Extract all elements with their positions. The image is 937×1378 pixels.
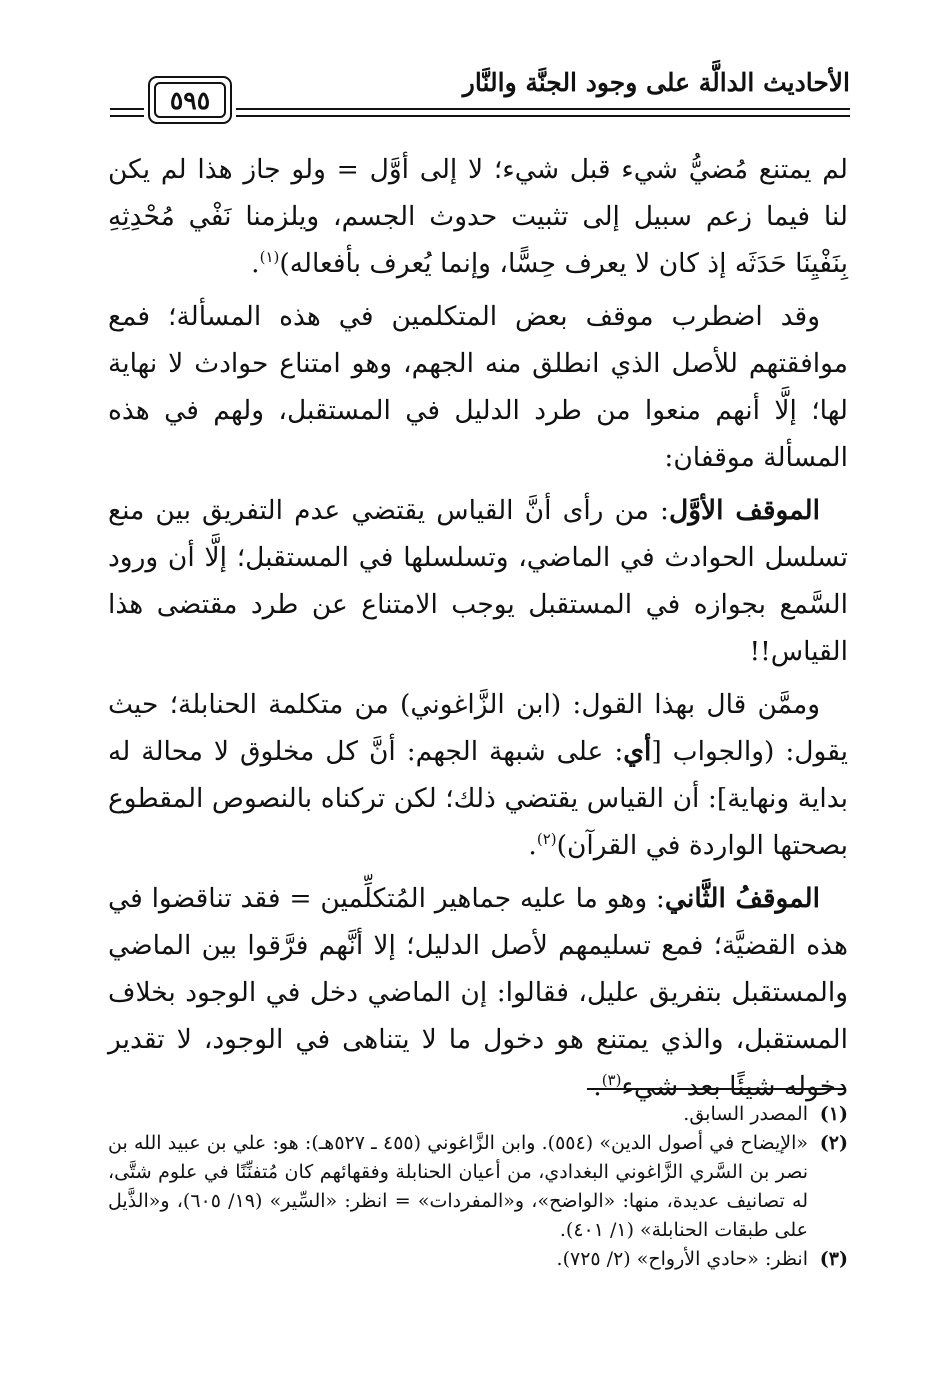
footnote-ref-3[interactable]: (٣) bbox=[601, 1071, 622, 1090]
paragraph-5-end: . bbox=[593, 1071, 602, 1102]
paragraph-2 bbox=[108, 293, 848, 481]
paragraph-4-end: . bbox=[528, 830, 537, 861]
footnote-1 bbox=[108, 1100, 848, 1129]
footnote-separator bbox=[587, 1088, 845, 1090]
footnotes bbox=[108, 1100, 848, 1274]
paragraph-4-bold-word: أي bbox=[623, 736, 652, 767]
footnote-ref-2[interactable]: (٢) bbox=[536, 830, 557, 849]
footnote-2-number: (٢) bbox=[819, 1132, 848, 1154]
paragraph-3-text: : من رأى أنَّ القياس يقتضي عدم التفريق بين منع تسلسل الحوادث في الماضي، وتسلسلها في المستقبل؛ إلَّا أن ورود السَّمع بجوازه في المستقبل يوجب الامتناع عن طرد مقتضى هذا القياس!! bbox=[108, 495, 848, 667]
header-rule-right bbox=[236, 108, 850, 117]
paragraph-2-text: وقد اضطرب موقف بعض المتكلمين في هذه المسألة؛ فمع موافقتهم للأصل الذي انطلق منه الجهم، وهو امتناع حوادث لا نهاية لها؛ إلَّا أنهم منعوا من طرد الدليل في المستقبل، ولهم في هذه المسألة موقفان: bbox=[108, 301, 848, 473]
heading-first-position: الموقف الأوَّل bbox=[669, 495, 820, 526]
footnote-1-text: المصدر السابق. bbox=[683, 1103, 808, 1125]
footnote-ref-1[interactable]: (١) bbox=[259, 248, 280, 267]
header-rule-left bbox=[110, 108, 144, 117]
page-number-frame bbox=[148, 76, 232, 124]
paragraph-4-text-b: : على شبهة الجهم: أنَّ كل مخلوق لا محالة له بداية ونهاية]: أن القياس يقتضي ذلك؛ لكن تركناه بالنصوص المقطوع بصحتها الواردة في القرآن) bbox=[108, 736, 848, 861]
footnote-3 bbox=[108, 1245, 848, 1274]
footnote-3-text: انظر: «حادي الأرواح» (٢/ ٧٢٥). bbox=[556, 1248, 808, 1270]
paragraph-3 bbox=[108, 487, 848, 675]
running-title: الأحاديث الدالَّة على وجود الجنَّة والنَّار bbox=[462, 68, 850, 97]
footnote-3-number: (٣) bbox=[819, 1248, 848, 1270]
page-header bbox=[110, 68, 850, 128]
paragraph-1 bbox=[108, 146, 848, 287]
paragraph-1-text: لم يمتنع مُضيُّ شيء قبل شيء؛ لا إلى أوَّل = ولو جاز هذا لم يكن لنا فيما زعم سبيل إلى تثبيت حدوث الجسم، ويلزمنا نَفْي مُحْدِثِهِ بِنَفْيِنَا حَدَثَه إذ كان لا يعرف حِسًّا، وإنما يُعرف بأفعاله) bbox=[108, 154, 848, 279]
paragraph-4-text-a: وممَّن قال بهذا القول: (ابن الزَّاغوني) من متكلمة الحنابلة؛ حيث يقول: (والجواب [ bbox=[108, 689, 848, 767]
paragraph-4 bbox=[108, 681, 848, 869]
main-text bbox=[108, 146, 848, 1116]
footnote-2-text: «الإيضاح في أصول الدين» (٥٥٤). وابن الزَّاغوني (٤٥٥ ـ ٥٢٧هـ): هو: علي بن عبيد الله بن نصر بن السَّري الزَّاغوني البغدادي، من أعيان الحنابلة وفقهائهم كان مُتفنِّنًا في علوم شتَّى، له تصانيف عديدة، منها: «الواضح»، و«المفردات» = انظر: «السِّير» (١٩/ ٦٠٥)، و«الذَّيل على طبقات الحنابلة» (١/ ٤٠١). bbox=[108, 1132, 808, 1241]
paragraph-1-end: . bbox=[251, 248, 260, 279]
page-number: ٥٩٥ bbox=[154, 82, 226, 118]
paragraph-5 bbox=[108, 875, 848, 1110]
footnote-1-number: (١) bbox=[819, 1103, 848, 1125]
paragraph-5-text: : وهو ما عليه جماهير المُتكلِّمين = فقد تناقضوا في هذه القضيَّة؛ فمع تسليمهم لأصل الدليل؛ إلا أنَّهم فرَّقوا بين الماضي والمستقبل بتفريق عليل، فقالوا: إن الماضي دخل في الوجود بخلاف المستقبل، والذي يمتنع هو دخول ما لا يتناهى في الوجود، لا تقدير دخوله شيئًا بعد شيء bbox=[108, 883, 848, 1102]
heading-second-position: الموقفُ الثَّاني bbox=[664, 883, 820, 914]
footnote-2 bbox=[108, 1129, 848, 1245]
